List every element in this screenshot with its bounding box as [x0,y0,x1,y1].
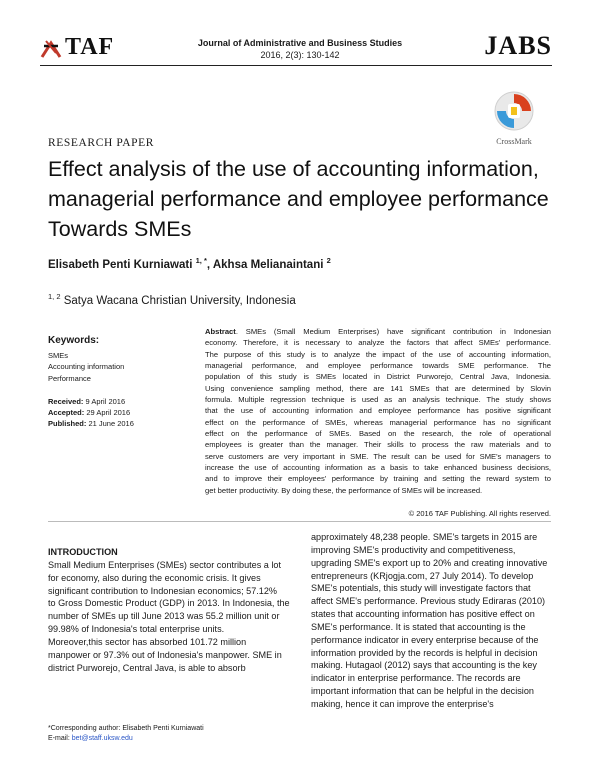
keyword-item: Accounting information [48,362,125,372]
abstract-line: . SMEs (Small Medium Enterprises) have significant contribution in Indonesian [235,327,551,336]
abstract-line: Using convenience sampling method, there are 141 SMEs that are determined by Slovin [205,383,551,393]
article-title [48,154,568,244]
crossmark-icon [493,90,535,132]
abstract-line: serve customers are very important in SME. The result can be used for SME's managers to [205,451,551,461]
body-line: district Purworejo, Central Java, is able to absorb [48,662,246,673]
author-superscript: 2 [326,256,331,265]
abstract-line: that the use of accounting information and employee performance has positive significant [205,406,551,416]
email-label: E-mail: [48,734,70,742]
title-line: Towards SMEs [48,217,192,241]
body-line: to Gross Domestic Product (GDP) in 2013. In Indonesia, the [48,598,290,609]
body-line: 99.98% of Indonesia's total enterprise units. [48,624,225,635]
body-line: indicator in enterprise performance. The records are [311,673,521,684]
abstract-line: effect on the performance of SMEs. Based on the research, the role of operational [205,429,551,439]
section-heading: INTRODUCTION [48,547,118,557]
body-right-column [311,531,551,711]
header-rule [40,65,552,66]
received-date: Received: 9 April 2016 [48,397,126,406]
body-line: information provided by the records is helpful in decision [311,647,538,658]
dates-block [48,396,134,430]
abstract [205,326,551,496]
body-line: Small Medium Enterprises (SMEs) sector contributes a lot [48,559,281,570]
author-name: Elisabeth Penti Kurniawati [48,258,193,271]
published-date: Published: 21 June 2016 [48,419,134,429]
body-line: making, hence it can improve the enterprise's [311,698,494,709]
body-line: manpower or 97.3% out of Indonesia's manpower. SME in [48,649,282,660]
title-line: managerial performance and employee performance [48,187,549,211]
body-line: performance indicator in every enterprise because of the [311,634,539,645]
journal-name: Journal of Administrative and Business Studies [197,38,403,48]
body-line: significant contribution to Indonesian economics; 57.12% [48,585,277,596]
body-line: making. Hutagaol (2012) says that accounting is the key [311,660,537,671]
abstract-line: get better productivity. By doing these, the performance of SMEs will be increased. [205,485,483,495]
abstract-line: effect on the performance of SMEs, whereas managerial performance has no significant [205,417,551,427]
keyword-item: SMEs [48,351,69,361]
abstract-line: formula. Multiple regression technique is used as an analysis technique. The study shows [205,395,551,405]
corresponding-author: *Corresponding author: Elisabeth Penti Kurniawati [48,725,204,732]
affiliation-text: Satya Wacana Christian University, Indonesia [63,294,296,307]
abstract-line: and to improve their employees' performance by training and setting the reward system to [205,474,551,484]
body-line: important information that can be helpful in the decision [311,686,534,697]
journal-abbrev-logo: JABS [484,31,552,60]
body-line: SME's performance. It is stated that accounting is the [311,621,526,632]
abstract-line: The purpose of this study is to analyze the impact of the use of accounting information, [205,349,551,359]
keywords-block [48,335,178,384]
email-link[interactable]: bet@staff.uksw.edu [71,734,133,742]
section-divider [48,521,551,522]
crossmark-badge[interactable] [484,90,544,146]
body-line: states that accounting information has positive effect on [311,609,535,620]
body-line: improving SME's productivity and competitiveness, [311,544,516,555]
body-line: for economy, also during the economic crisis. It gives [48,572,261,583]
body-line: upgrading SME's export up to 20% and creating innovative [311,557,548,568]
abstract-line: employees is greater than the manager. Their skills to process the raw materials and to [205,440,551,450]
affiliation-superscript: 1, 2 [48,292,61,301]
body-line: number of SMEs up till June 2013 was 55.2 million unit or [48,611,280,622]
body-line: approximately 48,238 people. SME's targets in 2015 are [311,532,538,542]
abstract-label: Abstract [205,327,236,336]
abstract-line: managerial performance, and employee performance towards SME performance. The [205,361,551,371]
copyright: © 2016 TAF Publishing. All rights reserved. [408,509,551,518]
body-left-column [48,546,288,674]
paper-type: RESEARCH PAPER [48,137,155,149]
affiliation [48,292,296,307]
author-name: Akhsa Melianaintani [212,258,324,271]
abstract-line: population of this study is SMEs located in District Purworejo, Central Java, Indonesia. [205,372,551,382]
body-line: SME's potentials, this study will investigate factors that [311,583,531,594]
journal-citation: 2016, 2(3): 130-142 [260,50,340,60]
accepted-date: Accepted: 29 April 2016 [48,408,131,418]
crossmark-label: CrossMark [496,137,532,146]
footnote [48,724,204,743]
keyword-item: Performance [48,373,91,383]
keywords-heading: Keywords: [48,335,100,346]
title-line: Effect analysis of the use of accounting information, [48,157,539,181]
authors: Elisabeth Penti Kurniawati $^{1, *}$, Akhsa Melianaintani $^2$ [48,256,331,271]
body-line: entrepreneurs (KRjogja.com, 27 July 2014). To develop [311,570,534,581]
publisher-name: TAF [65,34,115,60]
body-line: affect SME's performance. Previous study Ediraras (2010) [311,596,546,607]
abstract-line: economy. Therefore, it is necessary to analyze the factors that affect SMEs' performance. [205,338,551,348]
abstract-line: increase the use of accounting information as a basis to take enhanced business decisions, [205,463,551,473]
author-superscript: 1, * [195,256,207,265]
body-line: Moreover,this sector has absorbed 101.72 million [48,636,247,647]
